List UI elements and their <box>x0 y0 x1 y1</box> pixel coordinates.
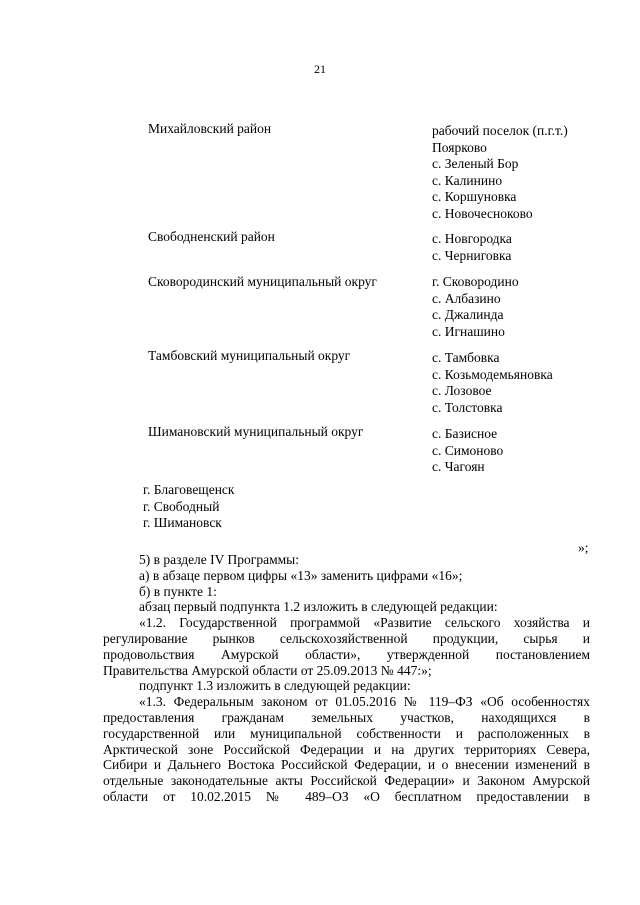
paragraph: подпункт 1.3 изложить в следующей редакции: <box>139 678 411 694</box>
paragraph-line: регулирование рынков сельскохозяйственной продукции, сырья и <box>103 630 590 646</box>
place-item: с. Джалинда <box>432 307 504 323</box>
place-item: с. Коршуновка <box>432 189 517 205</box>
place-item: с. Лозовое <box>432 383 492 399</box>
cities-list <box>143 482 234 532</box>
district-places-list <box>432 426 503 476</box>
place-item: с. Козьмодемьяновка <box>432 366 553 382</box>
paragraph <box>103 615 590 678</box>
paragraph-line: предоставления гражданам земельных участков, находящихся в <box>103 709 590 725</box>
place-item: с. Черниговка <box>432 247 512 263</box>
paragraph-line: Сибири и Дальнего Востока Российской Федерации, и о внесении изменений в <box>103 757 590 773</box>
place-item: с. Зеленый Бор <box>432 156 519 172</box>
place-item: с. Калинино <box>432 172 503 188</box>
paragraph-line: государственной или муниципальной собственности и расположенных в <box>103 725 590 741</box>
place-item: с. Чагоян <box>432 459 485 475</box>
city-item: г. Шимановск <box>143 515 222 531</box>
place-item: с. Игнашино <box>432 323 505 339</box>
district-name: Михайловский район <box>148 121 272 136</box>
page-number: 21 <box>314 62 326 76</box>
city-item: г. Благовещенск <box>143 482 235 497</box>
place-item: с. Новгородка <box>432 231 512 246</box>
place-item: с. Новочесноково <box>432 205 533 221</box>
paragraph-line: «1.2. Государственной программой «Развитие сельского хозяйства и <box>139 615 590 631</box>
place-item: Поярково <box>432 139 487 155</box>
amendment-text <box>103 552 590 805</box>
district-places-list <box>432 231 512 264</box>
closing-quote-mark: »; <box>578 540 589 555</box>
district-name: Тамбовский муниципальный округ <box>148 348 351 363</box>
paragraph-line: Правительства Амурской области от 25.09.2013 № 447:»; <box>103 662 432 678</box>
paragraph: 5) в разделе IV Программы: <box>139 552 299 567</box>
paragraph-line: Арктической зоне Российской Федерации и на других территориях Севера, <box>103 741 590 757</box>
paragraph: абзац первый подпункта 1.2 изложить в следующей редакции: <box>139 599 498 615</box>
district-name: Сковородинский муниципальный округ <box>148 274 377 289</box>
place-item: с. Тамбовка <box>432 350 500 365</box>
paragraph <box>103 694 590 805</box>
place-item: с. Толстовка <box>432 399 503 415</box>
paragraph-line: «1.3. Федеральным законом от 01.05.2016 № 119–ФЗ «Об особенностях <box>139 694 590 710</box>
district-places-list <box>432 274 519 340</box>
place-item: г. Сковородино <box>432 274 519 289</box>
paragraph: а) в абзаце первом цифры «13» заменить цифрами «16»; <box>139 567 463 583</box>
place-item: с. Албазино <box>432 290 501 306</box>
paragraph-line: отдельные законодательные акты Российской Федерации» и Законом Амурской <box>103 773 590 789</box>
district-name: Шимановский муниципальный округ <box>148 424 364 439</box>
district-places-list <box>432 350 553 416</box>
place-item: с. Симоново <box>432 442 504 458</box>
place-item: с. Базисное <box>432 426 498 441</box>
city-item: г. Свободный <box>143 498 220 514</box>
district-name: Свободненский район <box>148 229 275 244</box>
district-places-list <box>432 123 568 223</box>
paragraph-line: продовольствия Амурской области», утвержденной постановлением <box>103 646 590 662</box>
place-item: рабочий поселок (п.г.т.) <box>432 123 568 138</box>
paragraph-line: области от 10.02.2015 № 489–ОЗ «О бесплатном предоставлении в <box>103 788 590 804</box>
paragraph: б) в пункте 1: <box>139 583 217 599</box>
